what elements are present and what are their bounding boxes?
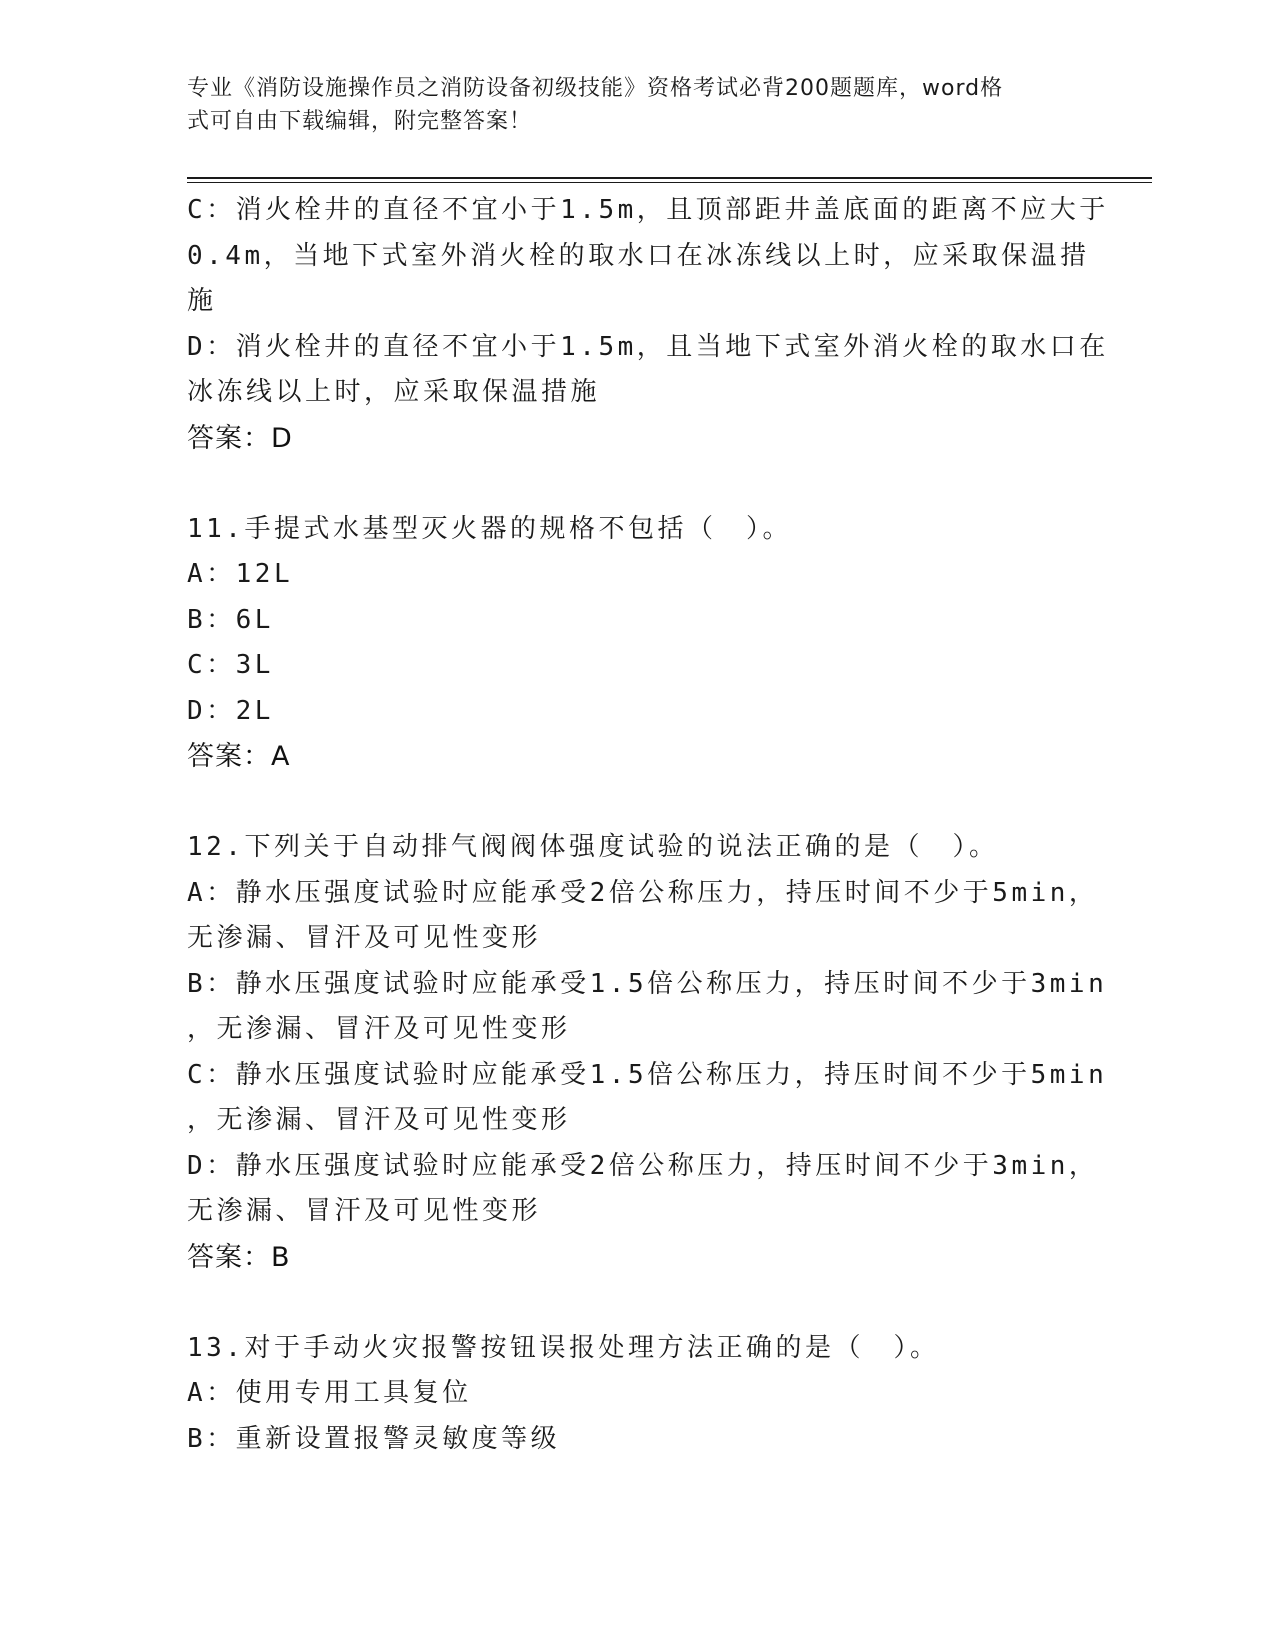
option-line: A：静水压强度试验时应能承受2倍公称压力，持压时间不少于5min， <box>187 877 1099 908</box>
option-line: D：消火栓井的直径不宜小于1.5m，且当地下式室外消火栓的取水口在 <box>187 331 1109 362</box>
question-13-text: 13.对于手动火灾报警按钮误报处理方法正确的是（ ）。 <box>187 1332 940 1363</box>
option-line: ，无渗漏、冒汗及可见性变形 <box>187 1105 571 1135</box>
question-content <box>187 188 1109 1462</box>
question-10-option-c <box>187 188 1109 325</box>
question-13-option-a: A：使用专用工具复位 <box>187 1378 472 1408</box>
question-13-option-b: B：重新设置报警灵敏度等级 <box>187 1423 561 1454</box>
option-line: C：静水压强度试验时应能承受1.5倍公称压力，持压时间不少于5min <box>187 1059 1108 1090</box>
header-line-2: 式可自由下载编辑，附完整答案！ <box>187 109 533 134</box>
question-12-option-b <box>187 962 1108 1053</box>
question-11-answer: 答案：A <box>187 741 291 772</box>
option-line: D：静水压强度试验时应能承受2倍公称压力，持压时间不少于3min， <box>187 1150 1099 1181</box>
question-11-option-b: B：6L <box>187 604 274 635</box>
question-12-answer: 答案：B <box>187 1241 291 1273</box>
spacer <box>187 461 1087 507</box>
question-10-option-d <box>187 325 1109 416</box>
option-line: 无渗漏、冒汗及可见性变形 <box>187 1196 542 1226</box>
question-10-answer: 答案：D <box>187 422 293 454</box>
option-line: C：消火栓井的直径不宜小于1.5m，且顶部距井盖底面的距离不应大于 <box>187 195 1109 225</box>
spacer <box>187 1280 1087 1326</box>
question-11-option-d: D：2L <box>187 695 274 726</box>
page-header <box>187 72 1077 138</box>
question-12-option-a <box>187 871 1099 962</box>
question-11-option-c: C：3L <box>187 650 274 680</box>
question-11-option-a: A：12L <box>187 559 294 589</box>
option-line: ，无渗漏、冒汗及可见性变形 <box>187 1014 571 1044</box>
header-divider-thin <box>187 182 1152 183</box>
option-line: 0.4m，当地下式室外消火栓的取水口在冰冻线以上时，应采取保温措 <box>187 240 1090 271</box>
header-line-1: 专业《消防设施操作员之消防设备初级技能》资格考试必背200题题库，word格 <box>187 76 1004 101</box>
header-divider-thick <box>187 177 1152 179</box>
option-line: 施 <box>187 286 217 316</box>
question-11-text: 11.手提式水基型灭火器的规格不包括（ ）。 <box>187 513 792 544</box>
question-12-option-d <box>187 1144 1099 1235</box>
question-12-text: 12.下列关于自动排气阀阀体强度试验的说法正确的是（ ）。 <box>187 832 999 862</box>
option-line: 无渗漏、冒汗及可见性变形 <box>187 923 542 953</box>
spacer <box>187 780 1087 826</box>
option-line: 冰冻线以上时，应采取保温措施 <box>187 377 601 407</box>
question-12-option-c <box>187 1053 1108 1144</box>
option-line: B：静水压强度试验时应能承受1.5倍公称压力，持压时间不少于3min <box>187 968 1108 999</box>
